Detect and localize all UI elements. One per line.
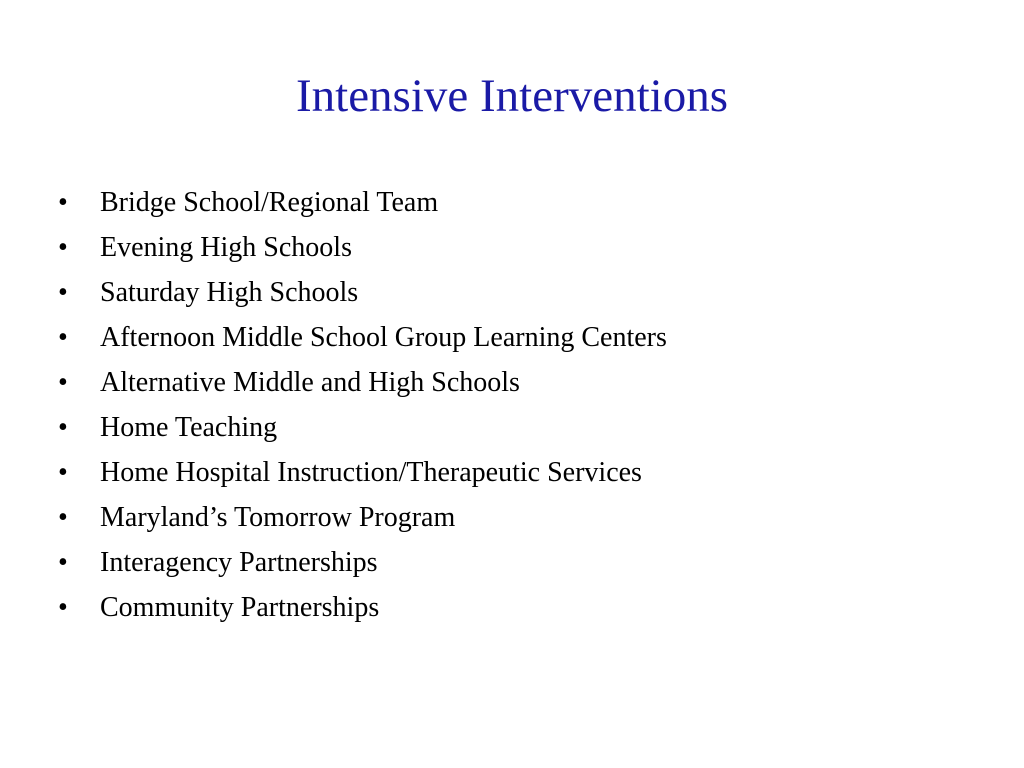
- bullet-icon: •: [58, 502, 68, 533]
- list-item-text: Bridge School/Regional Team: [100, 187, 439, 218]
- bullet-icon: •: [58, 322, 68, 353]
- bullet-icon: •: [58, 187, 68, 218]
- slide-title: Intensive Interventions: [295, 70, 729, 122]
- bullet-icon: •: [58, 412, 68, 443]
- bullet-icon: •: [58, 232, 68, 263]
- list-item-text: Alternative Middle and High Schools: [100, 367, 520, 398]
- bullet-icon: •: [58, 367, 68, 398]
- bullet-icon: •: [58, 592, 68, 623]
- bullet-icon: •: [58, 547, 68, 578]
- list-item-text: Afternoon Middle School Group Learning Centers: [100, 322, 667, 353]
- list-item-text: Home Teaching: [100, 412, 278, 443]
- list-item-text: Home Hospital Instruction/Therapeutic Services: [100, 457, 642, 488]
- list-item-text: Evening High Schools: [100, 232, 352, 263]
- bullet-icon: •: [58, 277, 68, 308]
- list-item-text: Interagency Partnerships: [100, 547, 378, 578]
- list-item-text: Saturday High Schools: [100, 277, 359, 308]
- list-item-text: Community Partnerships: [100, 592, 380, 623]
- list-item-text: Maryland’s Tomorrow Program: [100, 502, 456, 533]
- bullet-icon: •: [58, 457, 68, 488]
